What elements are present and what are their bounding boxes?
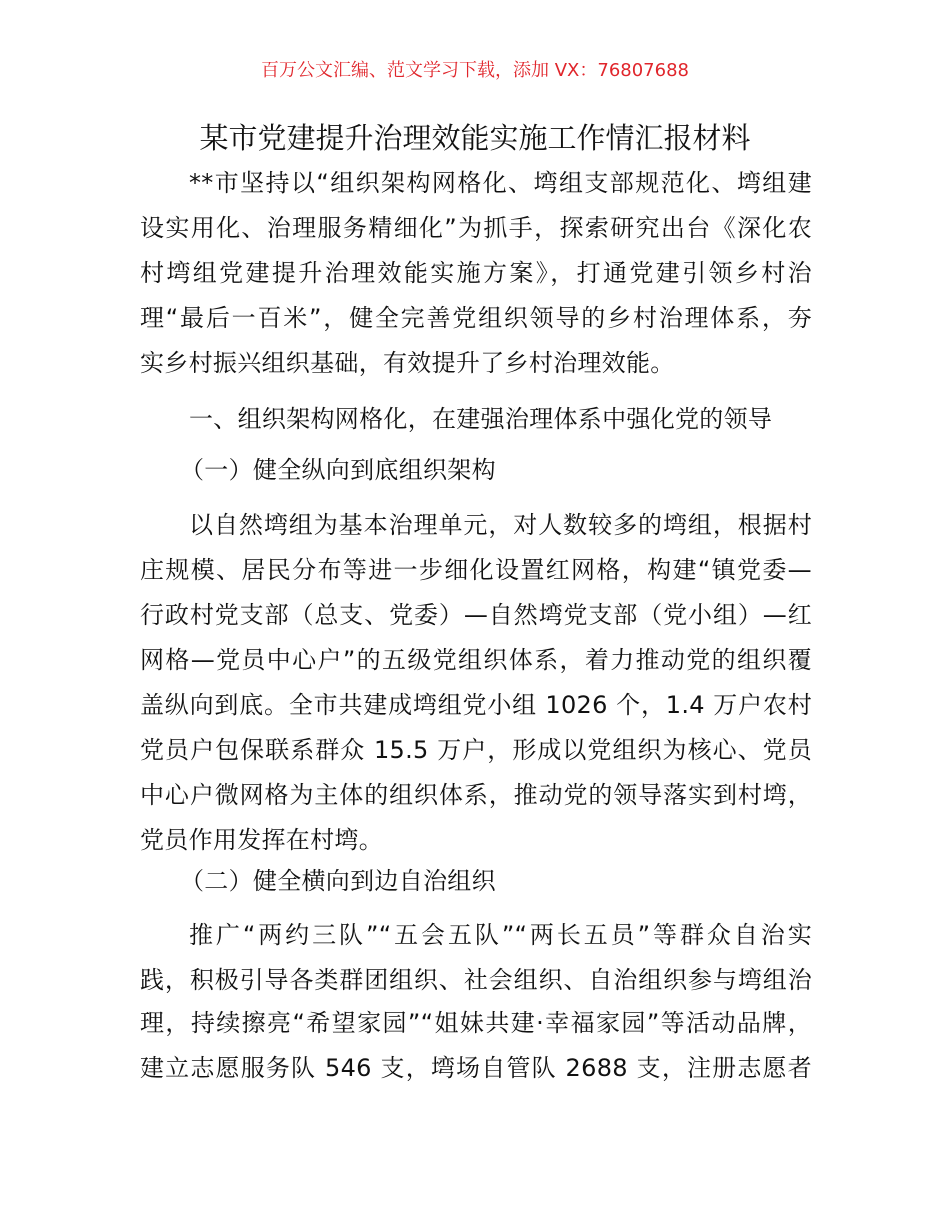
watermark-banner: 百万公文汇编、范文学习下载，添加 VX：76807688	[261, 60, 689, 81]
paragraph-line: 践，积极引导各类群团组织、社会组织、自治组织参与塆组治	[140, 966, 812, 994]
paragraph-line: 盖纵向到底。全市共建成塆组党小组 1026 个，1.4 万户农村	[140, 691, 812, 719]
paragraph-line: 建立志愿服务队 546 支，塆场自管队 2688 支，注册志愿者	[140, 1054, 812, 1082]
paragraph-line: 村塆组党建提升治理效能实施方案》，打通党建引领乡村治	[140, 259, 812, 287]
paragraph-line: 党员户包保联系群众 15.5 万户，形成以党组织为核心、党员	[140, 736, 812, 764]
paragraph-line: 设实用化、治理服务精细化”为抓手，探索研究出台《深化农	[140, 214, 812, 242]
paragraph-line: 庄规模、居民分布等进一步细化设置红网格，构建“镇党委—	[140, 556, 812, 584]
paragraph-line: 党员作用发挥在村塆。	[140, 826, 383, 854]
paragraph-line: 理“最后一百米”，健全完善党组织领导的乡村治理体系，夯	[140, 304, 812, 332]
paragraph-line: 推广“两约三队”“五会五队”“两长五员”等群众自治实	[189, 921, 812, 949]
paragraph-line: 实乡村振兴组织基础，有效提升了乡村治理效能。	[140, 349, 675, 377]
paragraph-line: 以自然塆组为基本治理单元，对人数较多的塆组，根据村	[189, 511, 812, 539]
paragraph-line: **市坚持以“组织架构网格化、塆组支部规范化、塆组建	[189, 169, 812, 197]
subsection-heading: （二）健全横向到边自治组织	[180, 867, 496, 895]
subsection-heading: （一）健全纵向到底组织架构	[180, 456, 496, 484]
paragraph-line: 中心户微网格为主体的组织体系，推动党的领导落实到村塆，	[140, 781, 812, 809]
paragraph-line: 行政村党支部（总支、党委）—自然塆党支部（党小组）—红	[140, 601, 812, 629]
paragraph-line: 理，持续擦亮“希望家园”“姐妹共建·幸福家园”等活动品牌，	[140, 1009, 812, 1037]
paragraph-line: 网格—党员中心户”的五级党组织体系，着力推动党的组织覆	[140, 646, 812, 674]
section-heading: 一、组织架构网格化，在建强治理体系中强化党的领导	[189, 405, 773, 433]
document-title: 某市党建提升治理效能实施工作情汇报材料	[199, 121, 751, 155]
